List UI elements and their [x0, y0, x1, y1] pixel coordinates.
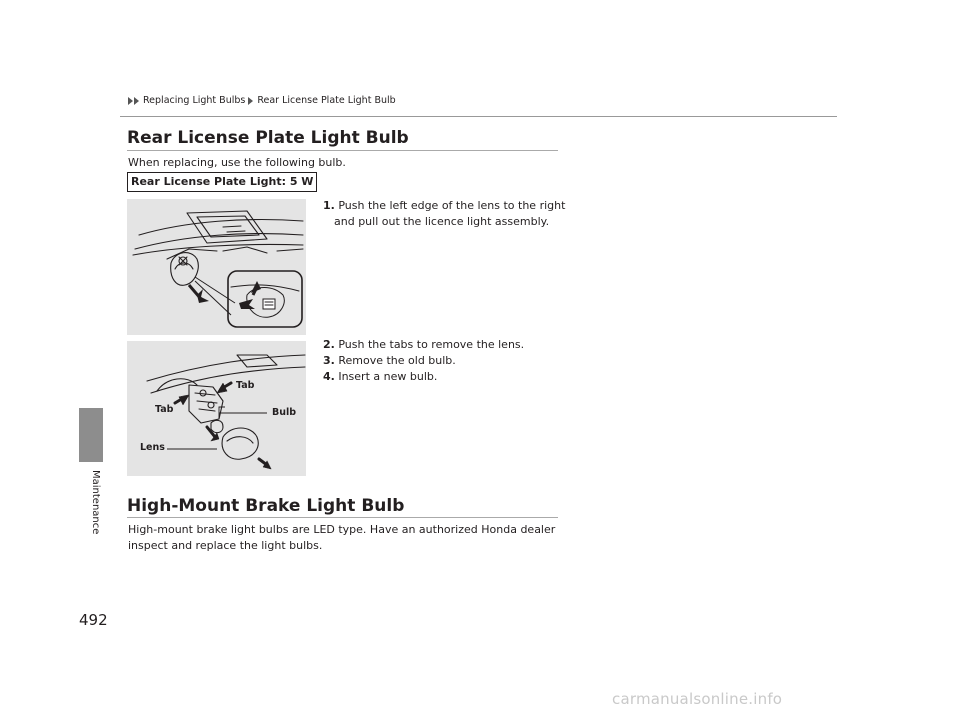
step-text: Push the tabs to remove the lens.	[338, 338, 525, 351]
section-title: High-Mount Brake Light Bulb	[127, 496, 405, 516]
bulb-callout: Bulb	[272, 407, 297, 418]
step-text: Insert a new bulb.	[338, 370, 438, 383]
tab-callout: Tab	[236, 380, 255, 391]
watermark: carmanualsonline.info	[612, 690, 783, 708]
lens-and-bulb-illustration	[127, 341, 306, 476]
step-1	[323, 198, 566, 230]
step-text: Remove the old bulb.	[338, 354, 456, 367]
license-light-removal-drawing	[127, 199, 306, 335]
chapter-tab-label: Maintenance	[90, 470, 101, 535]
step-3	[323, 353, 555, 369]
section-rule	[127, 517, 558, 518]
breadcrumb	[128, 95, 396, 106]
header-rule	[120, 116, 837, 117]
step-number: 2.	[323, 338, 335, 351]
lens-callout: Lens	[140, 442, 165, 453]
breadcrumb-item[interactable]: Rear License Plate Light Bulb	[257, 95, 396, 106]
license-light-removal-illustration	[127, 199, 306, 335]
breadcrumb-arrow-icon	[134, 97, 139, 105]
bulb-spec-box: Rear License Plate Light: 5 W	[127, 172, 317, 192]
intro-text: When replacing, use the following bulb.	[128, 156, 346, 169]
step-4	[323, 369, 555, 385]
chapter-tab-marker	[79, 408, 103, 462]
step-number: 3.	[323, 354, 335, 367]
breadcrumb-arrow-icon	[248, 97, 253, 105]
breadcrumb-arrow-icon	[128, 97, 133, 105]
breadcrumb-item[interactable]: Replacing Light Bulbs	[143, 95, 246, 106]
step-number: 4.	[323, 370, 335, 383]
step-2	[323, 337, 555, 353]
step-text: Push the left edge of the lens to the right and pull out the licence light assembly.	[334, 199, 566, 228]
section-rule	[127, 150, 558, 151]
step-number: 1.	[323, 199, 335, 212]
section-title: Rear License Plate Light Bulb	[127, 128, 409, 148]
tab-callout: Tab	[155, 404, 174, 415]
page-number: 492	[79, 611, 108, 629]
section-body: High-mount brake light bulbs are LED type. Have an authorized Honda dealer inspect and replace the light bulbs.	[128, 523, 556, 552]
